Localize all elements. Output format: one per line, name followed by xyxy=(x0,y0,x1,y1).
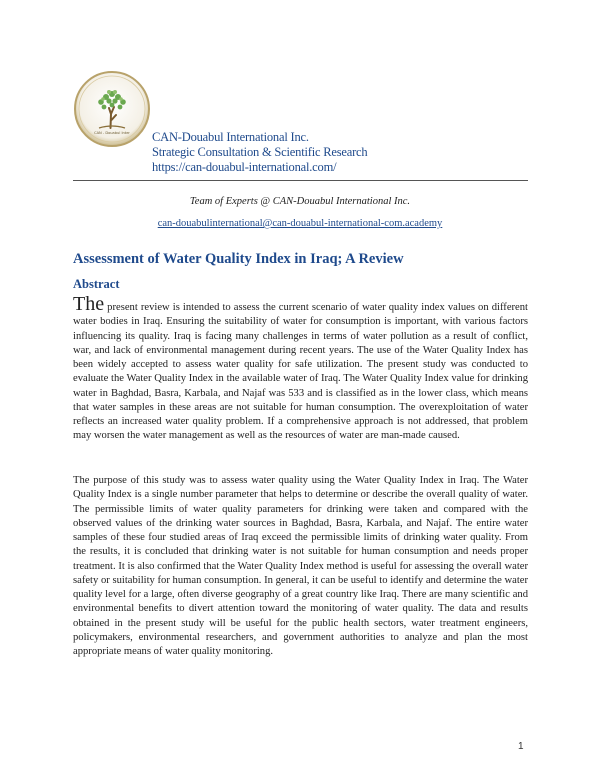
abstract-paragraph-2: The purpose of this study was to assess water quality using the Water Quality Index in Iraq. The Water Quality Index is a single number parameter that helps to determine or describe the overall quality of water. The permissible limits of water quality parameters for drinking were taken and compared with the observed values of the drinking water sources in Baghdad, Basra, Karbala, and Najaf. The entire water samples of these four studied areas of Iraq exceed the permissible limits of drinking water quality. From the results, it is concluded that drinking water is not suitable for human consumption and needs proper treatment. It is also confirmed that the Water Quality Index method is useful for assessing the overall water safety or suitability for human consumption. In general, it can be useful to identify and determine the water quality level for a large, often diverse geography of a great country like Iraq. There are many scientific and environmental benefits to divert attention toward the monitoring of water quality. The data and results obtained in the present study will be useful for the public health sectors, water treatment engineers, policymakers, environmental researchers, and government authorities to analyze and plan the most appropriate means of water quality monitoring. xyxy=(73,475,528,657)
header-divider xyxy=(73,180,528,181)
organization-block xyxy=(152,130,367,175)
paragraph-1-text: present review is intended to assess the current scenario of water quality index values on different water bodies in Iraq. Ensuring the suitability of water for consumption is important, with various factors influencing its quality. Iraq is facing many challenges in terms of water pollution as a result of conflict, war, and lack of environmental management during recent years. The use of the Water Quality Index has been widely accepted to assess water quality for safe utilization. The present study was conducted to evaluate the Water Quality Index in the available water of Iraq. The Water Quality Index value for drinking water in Baghdad, Basra, Karbala, and Najaf was 533 and is classified as in the lower class, which means that water samples in these areas are not suitable for human consumption. The overexploitation of water reflects an increased water quality problem. If a comprehensive approach is not addressed, that problem may worsen the water management as well as the resources of water are man-made caused. xyxy=(73,302,528,442)
org-tagline: Strategic Consultation & Scientific Research xyxy=(152,145,368,159)
company-logo xyxy=(73,70,151,148)
org-url-link[interactable]: https://can-douabul-international.com/ xyxy=(152,160,337,174)
team-line: Team of Experts @ CAN-Douabul International Inc. xyxy=(189,196,411,207)
paper-title: Assessment of Water Quality Index in Iraq; A Review xyxy=(73,251,404,267)
abstract-paragraph-1 xyxy=(73,293,528,444)
page-number: 1 xyxy=(518,741,524,752)
abstract-heading: Abstract xyxy=(73,277,120,291)
drop-cap: The xyxy=(73,293,105,315)
org-name: CAN-Douabul International Inc. xyxy=(152,130,309,144)
logo-text: CAN - Douabul Inter xyxy=(94,131,130,135)
email-link[interactable]: can-douabulinternational@can-douabul-international-com.academy xyxy=(157,218,443,229)
